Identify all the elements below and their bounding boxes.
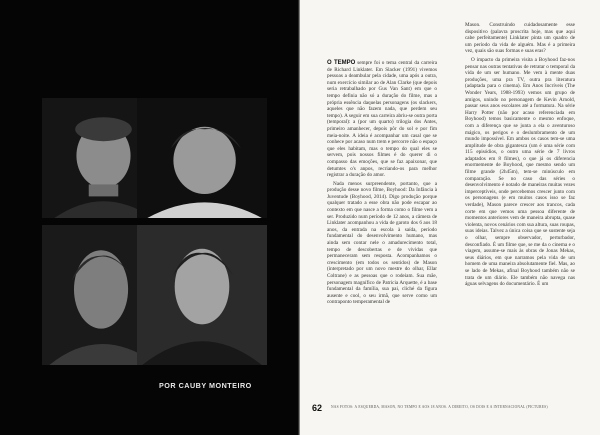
article-paragraph: O TEMPO sempre foi o tema central da carreira de Richard Linklater. Em Slacker (1991) vivemos pessoas a deambular pela cidade, uma após a outra, num exercício similar ao de Alan Clarke (que depois seria retrabalhado por Gus Van Sant) em que o tempo definia não só a duração do filme, mas a própria essência daquelas personagens (os slackers, aqueles que não fazem nada, que perdem seu tempo). A seguir em sua carreira abriu-se outra porta (temporal): a (por um quarto) trilogia dos Antes, primeiro amanhecer, depois pôr do sol e por fim meia-noite. A ideia é acompanhar um casal que se conhece por acaso num trem e percorre não o espaço que eles habitam, mas o tempo do qual eles se servem, pois nossos filmes é do querer di o compasso das emoções, que se faz apaixonar, que detumtes o's anpos, recriando-os para melhor registrar a duração do amor. <box>327 60 437 179</box>
page-number: 62 <box>312 403 323 413</box>
article-column-right <box>465 22 575 290</box>
article-paragraph: O impacto da primeira visita a Boyhood faz-nos pensar nas outras tentativas de retratar o temporal da vida de um ser humano. Me vem à mente duas produções, uma pra TV, outra pra literatura (adaptada para o cinema). Em Anos Incríveis (The Wonder Years, 1988-1993) vemos um grupo de amigos, unindo no personagem de Kevin Arnold, passar seus anos escolares até a formatura. Na série Harry Potter (não por acaso referenciada em Boyhood) temos basicamente o mesmo enfoque, com a diferença que se junta a ela o aventuroso mágico, os perigos e o deslumbramento de um mundo impossível. Em ambos os casos tem-se uma amplitude de obra gigantesca (um é uma série com 115 episódios, o outro uma série de 7 livros adaptados em 8 filmes), o que já os diferencia enormemente de Boyhood, que mesmo sendo um filme grande (2h45m), tem-se minúsculo em comparação. Se no caso das séries o desenvolvimento é notado de maneiras muitas vezes imperceptíveis, onde percebemos crescer junto com os personagens (e em muitos casos isso se faz verdade), Mason parece crescer aos trancos, cada corte em que vemos uma pessoa diferente de momentos anteriores vem de maneira abrupta, quase violenta, novos cenários com sua altura, suas roupas, suas ideias. Talvez a única coisa que se sustente seja o olhar, sempre observador, perturbador, desconfiado. É um filme que, se me da o cinema e o viagem, assume-se mais às obras de Jonas Mekas, seus diários, em que narramos pela vida de um homem de uma maneira absolutamente fiel. Mas, ao se lado de Mekas, afinal Boyhood também não se trata de um diário. Ele também não navega nas águas selvagens do documentário. É um <box>465 56 575 288</box>
article-column-left <box>327 60 437 308</box>
portrait-photo <box>137 98 267 218</box>
article-paragraph: Mason. Construindo cuidadosamente esse dispositivo (palavra proscrita hoje, mas que aqui cabe perfeitamente) Linklater pinta um quadro de um período da vida de alguém. Mas é a primeira vez, quais são suas formas e suas eras? <box>465 22 575 55</box>
article-paragraph: Nada menos surpreendente, portanto, que a produção desse novo filme, Boyhood: Da Infância à Juventude (Boyhood, 2014). Digo produção porque qualquer tratado a esse obra não pode escapar ao contexto em que nasce a forma como o filme vem a ser. Produzido num período de 12 anos, a câmera de Linklater acompanhou a vida de garoto dos 6 aos 18 anos, da entrada na escola à saída, período fundamental do desenvolvimento humano, mas ainda sem contar nele o amadurecimento total, tempo de descobertas e de vividas que permaneceram sem resposta. Acompanhamos o crescimento (em todos os sentidos) de Mason (interpretado por um novo mestre do olhar, Ellar Coltrane) e as pessoas que o rodeiam. Sua mãe, personagem magnífico de Patricia Arquette, é a base fundamental da família, sua pai, cliché da figura ausente e cool, o seu irmã, que serve como um contraponto temperamental de <box>327 180 437 306</box>
photo-credit: POR CAUBY MONTEIRO <box>159 381 252 390</box>
photo-caption-footer: NAS FOTOS: À ESQUERDA, MASON, NO TEMPO E AOS 18 ANOS. À DIREITO, OS DOIS E A INTERNACIONAL (PICTURES) <box>331 405 548 409</box>
right-page <box>300 0 600 435</box>
portrait-photo <box>137 225 267 365</box>
dropcap-lead: O TEMPO <box>327 60 356 66</box>
